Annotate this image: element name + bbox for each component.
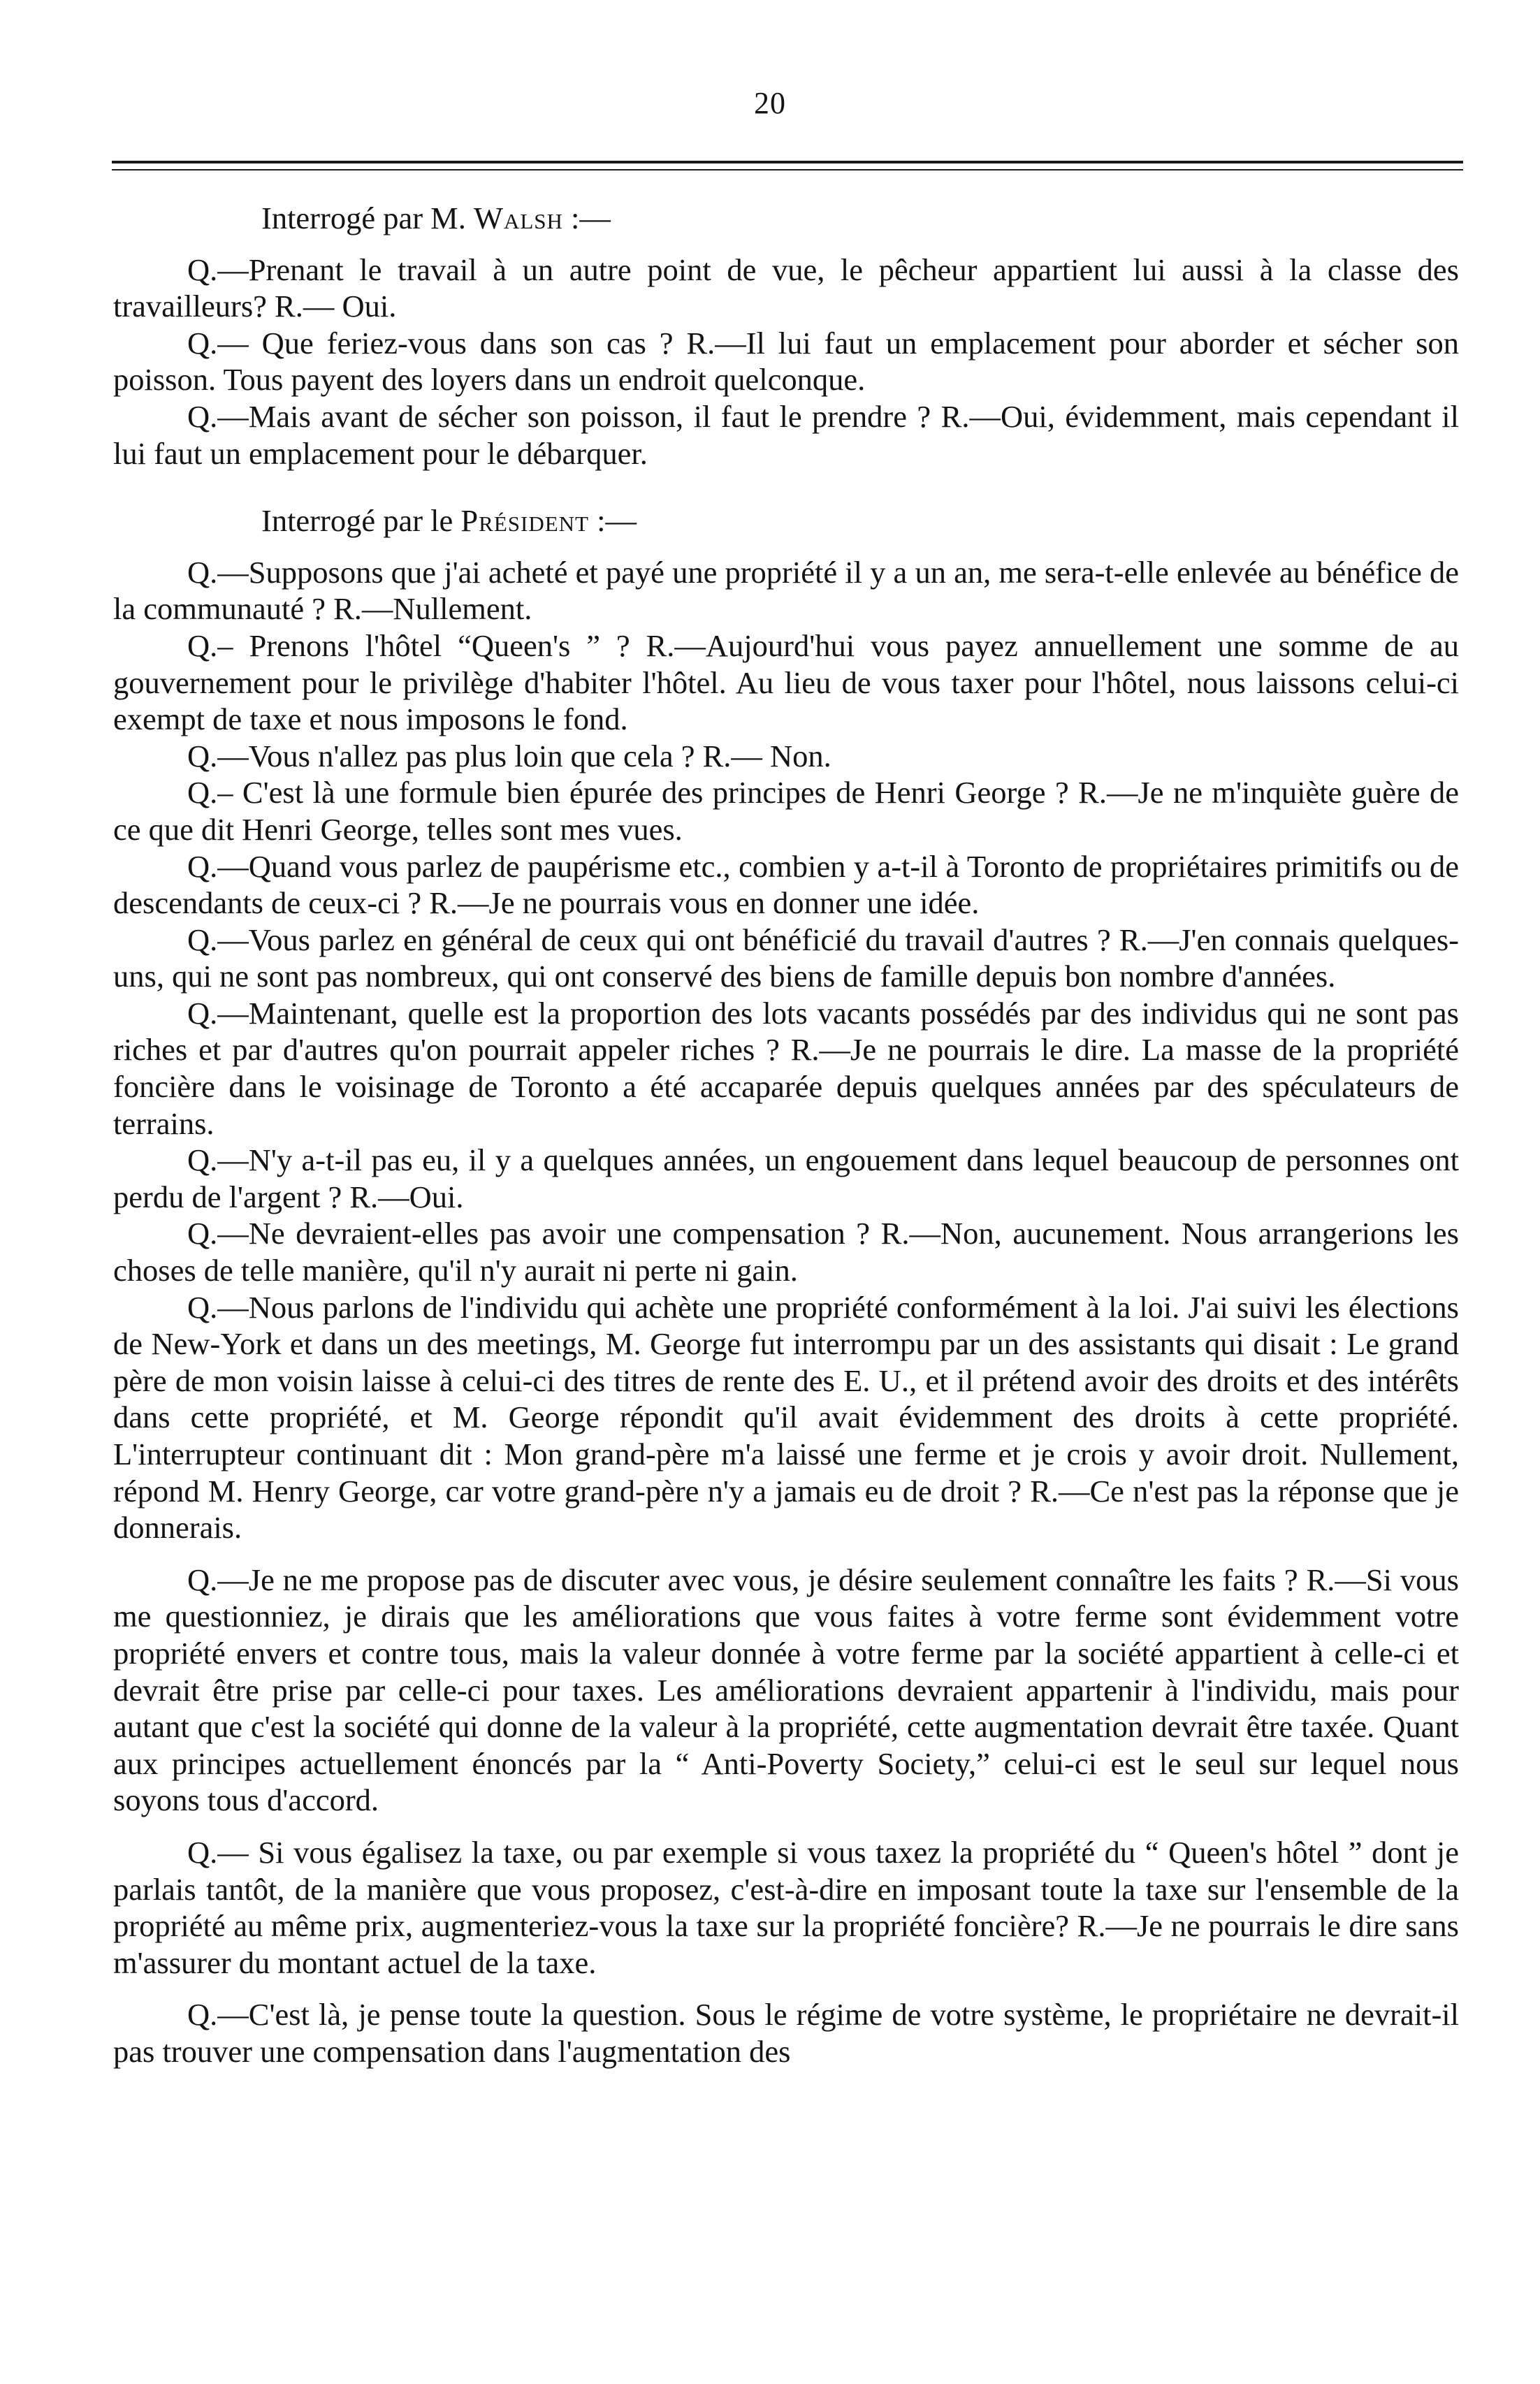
- paragraph: Q.—C'est là, je pense toute la question. Sous le régime de votre système, le propriétaire ne devrait-il pas trouver une compensation dans l'augmentation des: [113, 1997, 1459, 2069]
- heading-name: Président: [460, 503, 589, 539]
- paragraph: Q.— Si vous égalisez la taxe, ou par exemple si vous taxez la propriété du “ Queen's hôtel ” dont je parlais tantôt, de la manière que vous proposez, c'est-à-dire en imposant toute la taxe sur l'ensemble de la propriété au même prix, augmenteriez-vous la taxe sur la propriété foncière? R.—Je ne pourrais le dire sans m'assurer du montant actuel de la taxe.: [113, 1834, 1459, 1980]
- paragraph: Q.—Supposons que j'ai acheté et payé une propriété il y a un an, me sera-t-elle enlevée au bénéfice de la communauté ? R.—Nullement.: [113, 554, 1459, 627]
- paragraph: Q.—N'y a-t-il pas eu, il y a quelques années, un engouement dans lequel beaucoup de personnes ont perdu de l'argent ? R.—Oui.: [113, 1142, 1459, 1214]
- paragraph: Q.—Vous parlez en général de ceux qui ont bénéficié du travail d'autres ? R.—J'en connais quelques-uns, qui ne sont pas nombreux, qui ont conservé des biens de famille depuis bon nombre d'années.: [113, 922, 1459, 994]
- paragraph: Q.—Nous parlons de l'individu qui achète une propriété conformément à la loi. J'ai suivi les élections de New-York et dans un des meetings, M. George fut interrompu par un des assistants qui disait : Le grand père de mon voisin laisse à celui-ci des titres de rente des E. U., et il prétend avoir des droits et des intérêts dans cette propriété, et M. George répondit qu'il avait évidemment des droits à cette propriété. L'interrupteur continuant dit : Mon grand-père m'a laissé une ferme et je crois y avoir droit. Nullement, répond M. Henry George, car votre grand-père n'y a jamais eu de droit ? R.—Ce n'est pas la réponse que je donnerais.: [113, 1289, 1459, 1546]
- section-heading-walsh: [261, 200, 1459, 237]
- paragraph: Q.—Quand vous parlez de paupérisme etc., combien y a-t-il à Toronto de propriétaires primitifs ou de descendants de ceux-ci ? R.—Je ne pourrais vous en donner une idée.: [113, 848, 1459, 921]
- header-rule-thin: [112, 169, 1463, 170]
- heading-prefix: Interrogé par M.: [261, 201, 474, 235]
- page-body: [113, 200, 1459, 2070]
- page-number: 20: [754, 86, 786, 120]
- paragraph: Q.—Maintenant, quelle est la proportion des lots vacants possédés par des individus qui ne sont pas riches et par d'autres qu'on pourrait appeler riches ? R.—Je ne pourrais le dire. La masse de la propriété foncière dans le voisinage de Toronto a été accaparée depuis quelques années par des spéculateurs de terrains.: [113, 995, 1459, 1141]
- paragraph: Q.—Mais avant de sécher son poisson, il faut le prendre ? R.—Oui, évidemment, mais cependant il lui faut un emplacement pour le débarquer.: [113, 398, 1459, 471]
- heading-suffix: :—: [588, 503, 637, 539]
- paragraph: Q.—Prenant le travail à un autre point de vue, le pêcheur appartient lui aussi à la classe des travailleurs? R.— Oui.: [113, 252, 1459, 324]
- header-rule-thick: [112, 161, 1463, 163]
- paragraph: Q.—Ne devraient-elles pas avoir une compensation ? R.—Non, aucunement. Nous arrangerions les choses de telle manière, qu'il n'y aurait ni perte ni gain.: [113, 1216, 1459, 1288]
- heading-prefix: Interrogé par le: [261, 503, 461, 539]
- section-heading-president: [261, 502, 1459, 539]
- heading-suffix: :—: [562, 201, 611, 235]
- paragraph: Q.– C'est là une formule bien épurée des principes de Henri George ? R.—Je ne m'inquiète guère de ce que dit Henri George, telles sont mes vues.: [113, 775, 1459, 847]
- paragraph: Q.—Vous n'allez pas plus loin que cela ? R.— Non.: [187, 738, 831, 773]
- paragraph: Q.— Que feriez-vous dans son cas ? R.—Il lui faut un emplacement pour aborder et sécher son poisson. Tous payent des loyers dans un endroit quelconque.: [113, 325, 1459, 398]
- paragraph: Q.—Je ne me propose pas de discuter avec vous, je désire seulement connaître les faits ? R.—Si vous me questionniez, je dirais que les améliorations que vous faites à votre ferme sont évidemment votre propriété envers et contre tous, mais la valeur donnée à votre ferme par la société appartient à celle-ci et devrait être prise par celle-ci pour taxes. Les améliorations devraient appartenir à l'individu, mais pour autant que c'est la société qui donne de la valeur à la propriété, cette augmentation devrait être taxée. Quant aux principes actuellement énoncés par la “ Anti-Poverty Society,” celui-ci est le seul sur lequel nous soyons tous d'accord.: [113, 1562, 1459, 1818]
- heading-name: Walsh: [473, 201, 563, 235]
- paragraph: Q.– Prenons l'hôtel “Queen's ” ? R.—Aujourd'hui vous payez annuellement une somme de au gouvernement pour le privilège d'habiter l'hôtel. Au lieu de vous taxer pour l'hôtel, nous laissons celui-ci exempt de taxe et nous imposons le fond.: [113, 627, 1459, 737]
